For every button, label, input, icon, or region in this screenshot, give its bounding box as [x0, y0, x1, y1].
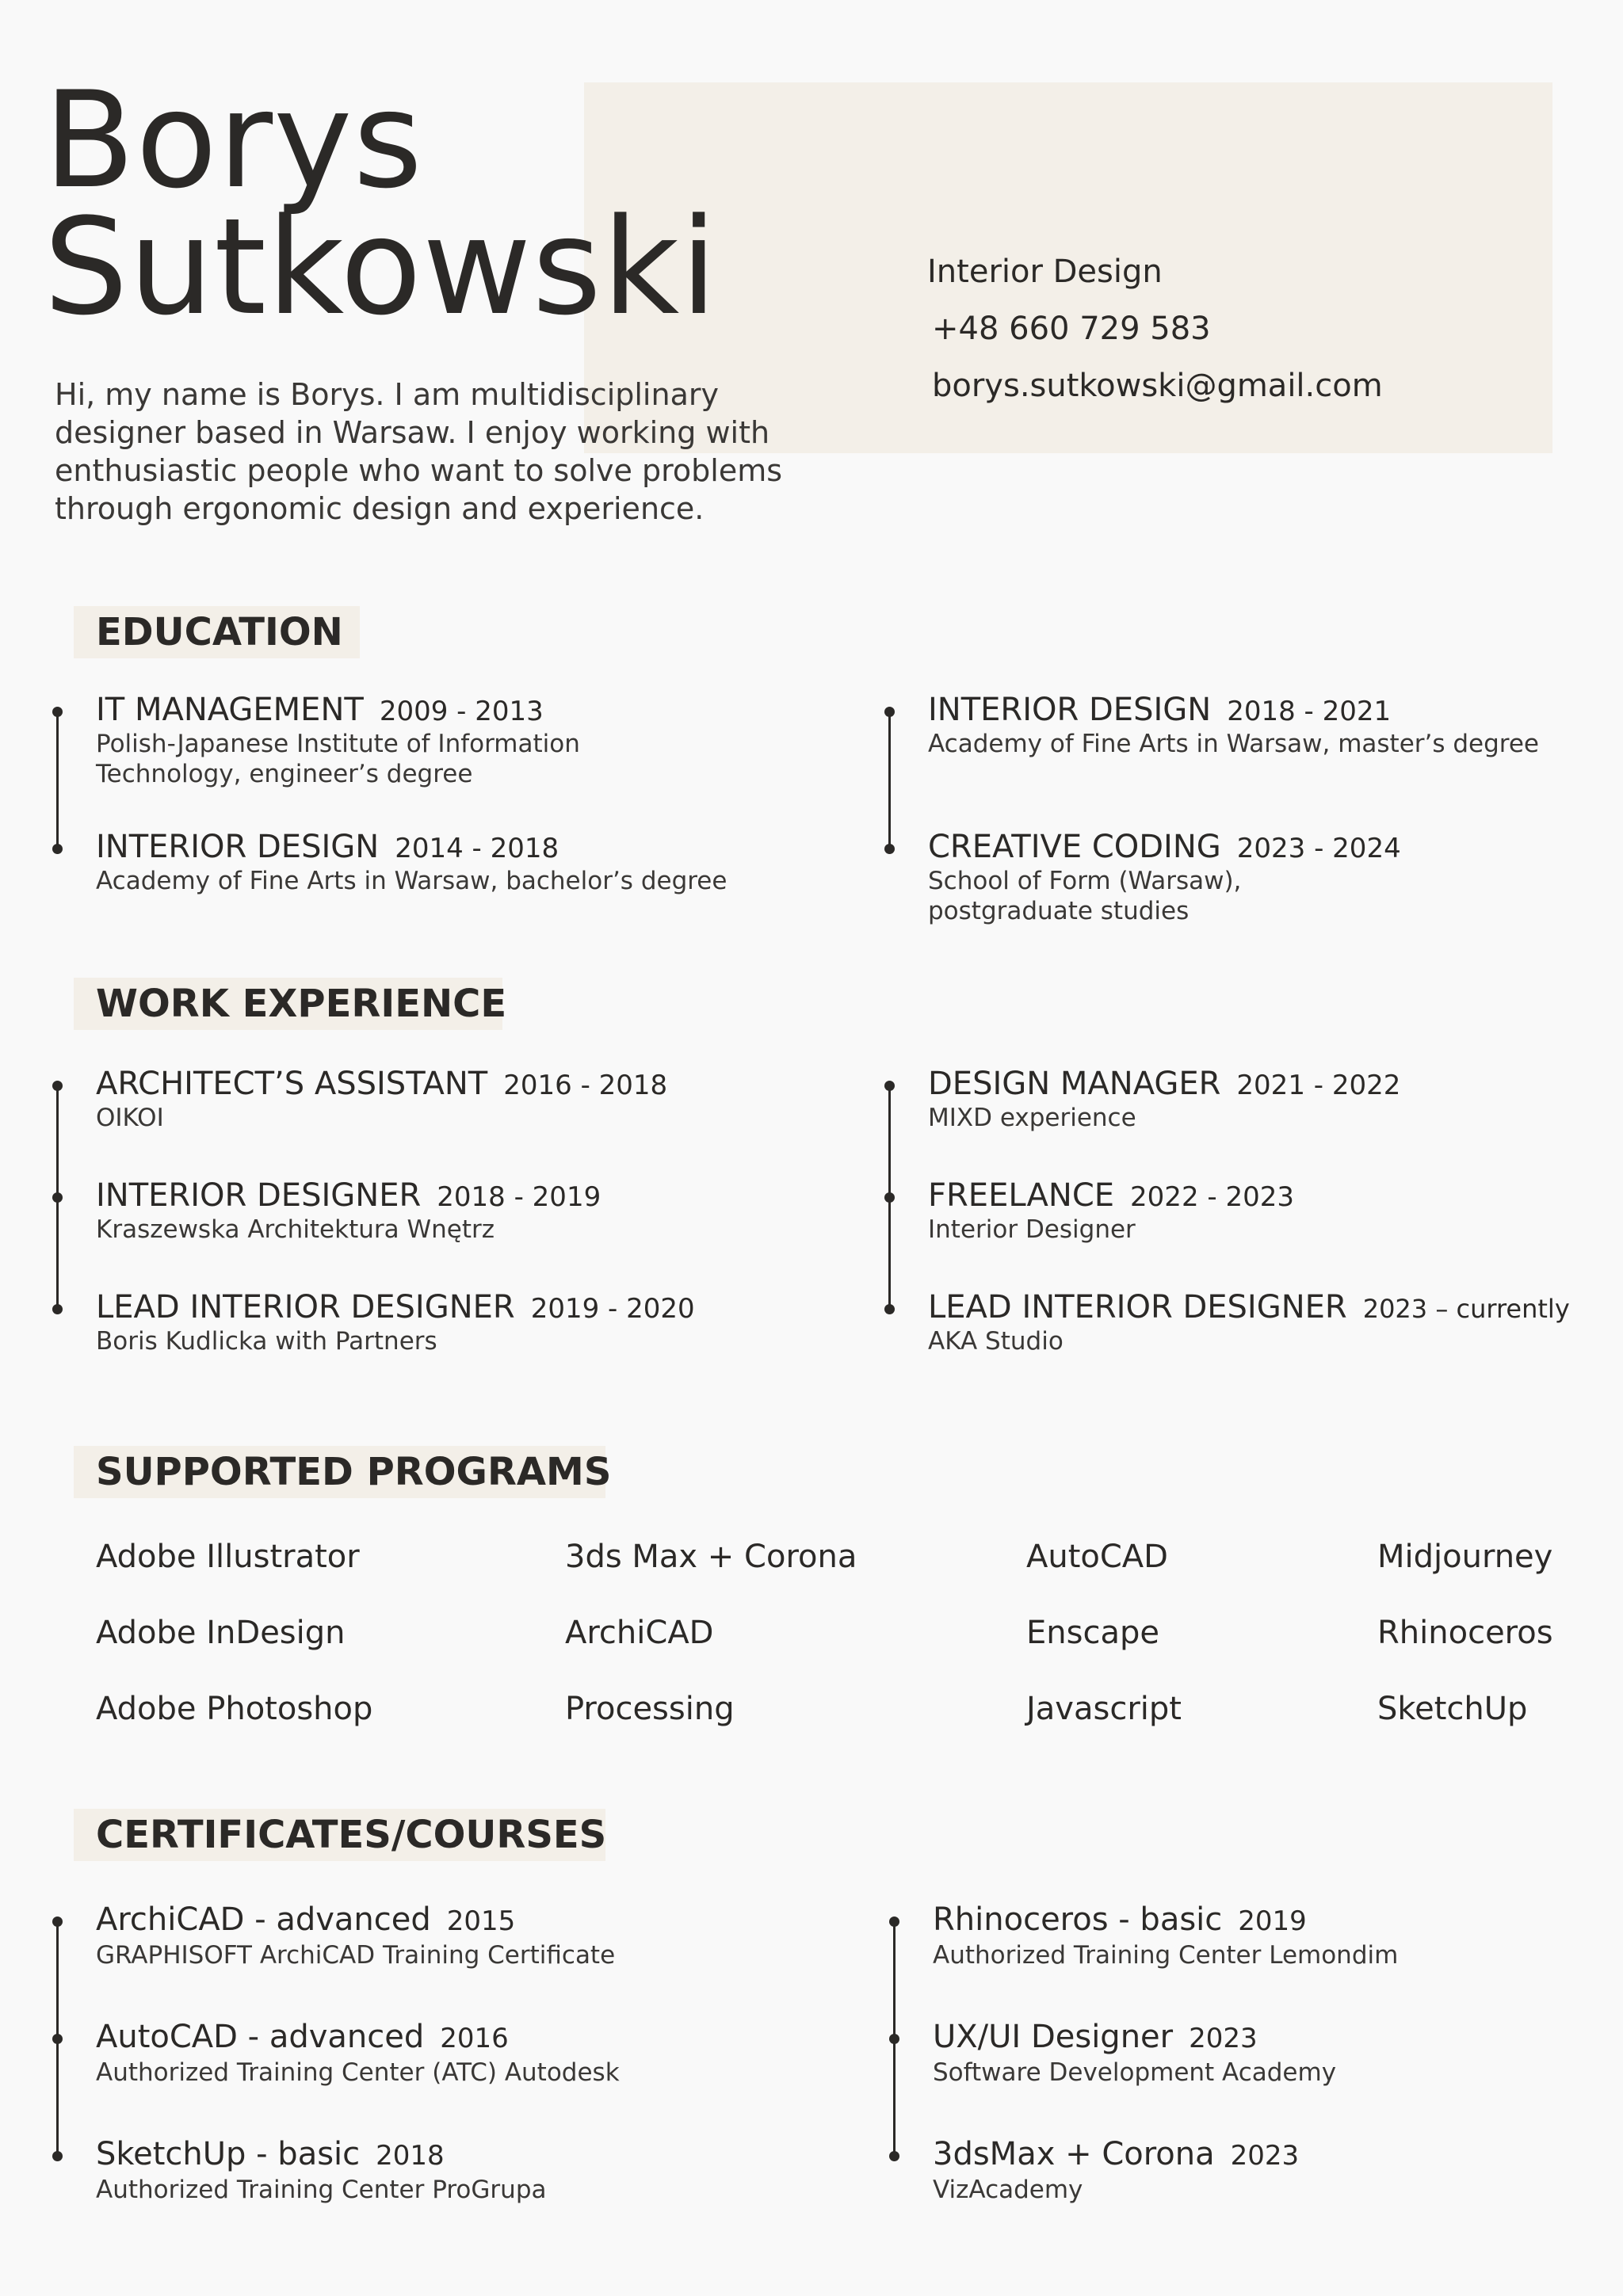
first-name: Borys [44, 63, 424, 218]
item-detail: Kraszewska Architektura Wnętrz [96, 1215, 495, 1244]
item-years: 2023 [1189, 2023, 1258, 2054]
item-title: Rhinoceros - basic [933, 1901, 1223, 1938]
item-title: LEAD INTERIOR DESIGNER [96, 1289, 515, 1325]
timeline-dot [889, 2034, 899, 2044]
program-item: Adobe Photoshop [96, 1691, 373, 1727]
item-detail: Interior Designer [928, 1215, 1136, 1244]
program-item: Adobe Illustrator [96, 1539, 360, 1575]
program-item: SketchUp [1377, 1691, 1528, 1727]
item-years: 2009 - 2013 [379, 696, 544, 727]
item-detail: VizAcademy [933, 2176, 1083, 2204]
intro-text: Hi, my name is Borys. I am multidisciplinary designer based in Warsaw. I enjoy working with enthusiastic people who want to solve problems through ergonomic design and experience. [55, 377, 783, 526]
work-experience-heading [74, 978, 507, 1030]
timeline-dot [52, 1081, 63, 1091]
item-detail: MIXD experience [928, 1104, 1136, 1132]
item-title: CREATIVE CODING [928, 829, 1221, 865]
timeline-dot [52, 2034, 63, 2044]
item-detail: Academy of Fine Arts in Warsaw, master’s degree [928, 730, 1540, 758]
timeline-dot [52, 2151, 63, 2161]
item-title: LEAD INTERIOR DESIGNER [928, 1289, 1347, 1325]
program-item: Javascript [1026, 1691, 1182, 1727]
item-years: 2016 [440, 2023, 509, 2054]
item-detail: OIKOI [96, 1104, 164, 1132]
program-item: Rhinoceros [1377, 1615, 1553, 1651]
profession: Interior Design [927, 254, 1163, 290]
education-title: EDUCATION [96, 610, 343, 654]
education-heading [74, 606, 360, 658]
contact-block [927, 243, 1383, 414]
item-title: IT MANAGEMENT [96, 692, 364, 728]
item-detail: Authorized Training Center Lemondim [933, 1941, 1399, 1970]
timeline-dot [884, 707, 895, 717]
timeline-dot [52, 844, 63, 854]
item-years: 2018 - 2021 [1227, 696, 1392, 727]
item-title: INTERIOR DESIGN [96, 829, 380, 865]
item-detail: Academy of Fine Arts in Warsaw, bachelor’s degree [96, 867, 727, 895]
last-name: Sutkowski [44, 189, 718, 345]
item-years: 2022 - 2023 [1130, 1181, 1294, 1213]
item-title: AutoCAD - advanced [96, 2019, 425, 2055]
item-detail: Polish-Japanese Institute of Information [96, 730, 580, 758]
item-detail: Authorized Training Center (ATC) Autodesk [96, 2058, 620, 2087]
item-years: 2019 - 2020 [530, 1293, 695, 1325]
timeline-dot [889, 1917, 899, 1927]
programs-title: SUPPORTED PROGRAMS [96, 1450, 612, 1494]
item-years: 2015 [446, 1905, 516, 1937]
item-years: 2019 [1238, 1905, 1307, 1937]
item-years: 2023 – currently [1362, 1294, 1570, 1324]
timeline-dot [52, 1192, 63, 1203]
program-item: Midjourney [1377, 1539, 1553, 1575]
item-title: ARCHITECT’S ASSISTANT [96, 1066, 488, 1102]
timeline-line [888, 711, 891, 848]
item-title: UX/UI Designer [933, 2019, 1174, 2055]
item-detail: Technology, engineer’s degree [96, 760, 473, 788]
item-title: FREELANCE [928, 1177, 1115, 1214]
timeline-line [56, 711, 59, 848]
item-years: 2018 [376, 2140, 445, 2172]
certificates-title: CERTIFICATES/COURSES [96, 1813, 607, 1857]
program-item: 3ds Max + Corona [565, 1539, 857, 1575]
certificates-heading [74, 1809, 605, 1861]
timeline-dot [52, 1917, 63, 1927]
timeline-dot [884, 1192, 895, 1203]
program-item: Enscape [1026, 1615, 1159, 1651]
timeline-dot [52, 1304, 63, 1314]
item-detail: GRAPHISOFT ArchiCAD Training Certificate [96, 1941, 616, 1970]
email-address: borys.sutkowski@gmail.com [932, 368, 1383, 404]
item-detail: School of Form (Warsaw), [928, 867, 1242, 895]
timeline-dot [889, 2151, 899, 2161]
timeline-dot [52, 707, 63, 717]
program-item: Adobe InDesign [96, 1615, 346, 1651]
item-detail: Software Development Academy [933, 2058, 1337, 2087]
item-title: ArchiCAD - advanced [96, 1901, 431, 1938]
programs-heading [74, 1446, 612, 1498]
work-experience-title: WORK EXPERIENCE [96, 982, 507, 1026]
item-years: 2023 - 2024 [1236, 833, 1401, 864]
timeline-dot [884, 1081, 895, 1091]
item-years: 2023 [1230, 2140, 1300, 2172]
item-detail: postgraduate studies [928, 897, 1190, 925]
item-title: INTERIOR DESIGN [928, 692, 1212, 728]
item-detail: Boris Kudlicka with Partners [96, 1327, 437, 1356]
item-years: 2021 - 2022 [1236, 1070, 1401, 1101]
timeline-dot [884, 1304, 895, 1314]
item-detail: Authorized Training Center ProGrupa [96, 2176, 547, 2204]
program-item: ArchiCAD [565, 1615, 714, 1651]
item-title: DESIGN MANAGER [928, 1066, 1221, 1102]
candidate-name [44, 63, 718, 345]
item-title: 3dsMax + Corona [933, 2136, 1215, 2172]
item-years: 2018 - 2019 [437, 1181, 601, 1213]
item-detail: AKA Studio [928, 1327, 1064, 1356]
timeline-dot [884, 844, 895, 854]
program-item: Processing [565, 1691, 735, 1727]
program-item: AutoCAD [1026, 1539, 1168, 1575]
item-years: 2016 - 2018 [503, 1070, 668, 1101]
item-years: 2014 - 2018 [395, 833, 559, 864]
phone-number: +48 660 729 583 [932, 311, 1211, 347]
item-title: INTERIOR DESIGNER [96, 1177, 422, 1214]
item-title: SketchUp - basic [96, 2136, 361, 2172]
